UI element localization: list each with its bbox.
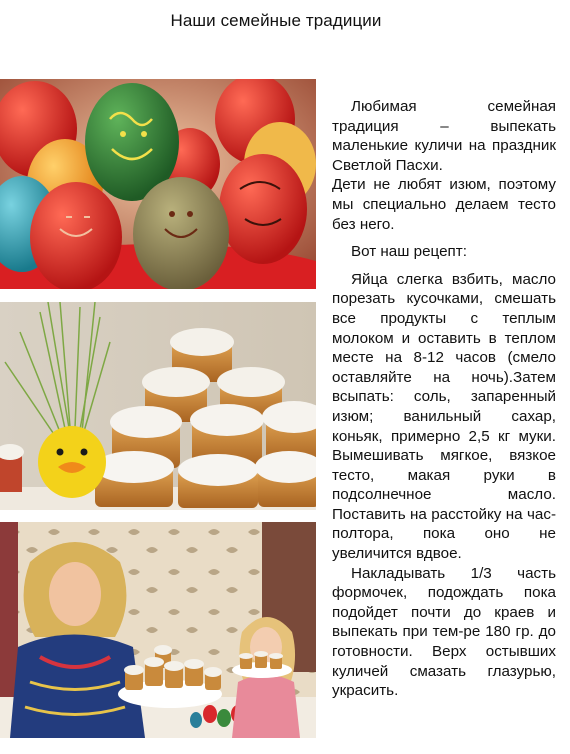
recipe-heading: Вот наш рецепт: (351, 243, 467, 261)
page-title: Наши семейные традиции (170, 11, 382, 30)
paragraph-recipe-steps: Яйца слегка взбить, масло порезать кусочками, смешать все продукты с теплым молоком и оставить в теплом месте на 8-12 часов (смело оставляйте на ночь).Затем всыпать: соль, запаренный изюм; ванильный сахар, коньяк, примерно 2,5 кг муки. Вымешивать мягкое, вязкое тесто, макая руки в подсолнечное масло. Поставить на расстойку на час-полтора, пока оно не увеличится вдвое. (332, 270, 556, 563)
easter-cakes-photo (0, 302, 316, 510)
paragraph-intro: Любимая семейная традиция – выпекать маленькие куличи на праздник Светлой Пасхи. (332, 98, 556, 174)
paragraph-baking: Накладывать 1/3 часть формочек, подождать пока подойдет почти до краев и выпекать при тем-ре 180 гр. до готовности. Верх остывших куличей смазать глазурью, украсить. (332, 564, 556, 700)
family-photo (0, 522, 316, 738)
recipe-text (332, 97, 556, 701)
easter-eggs-photo (0, 79, 316, 289)
paragraph-no-raisins: Дети не любят изюм, поэтому мы специально делаем тесто без него. (332, 176, 556, 233)
